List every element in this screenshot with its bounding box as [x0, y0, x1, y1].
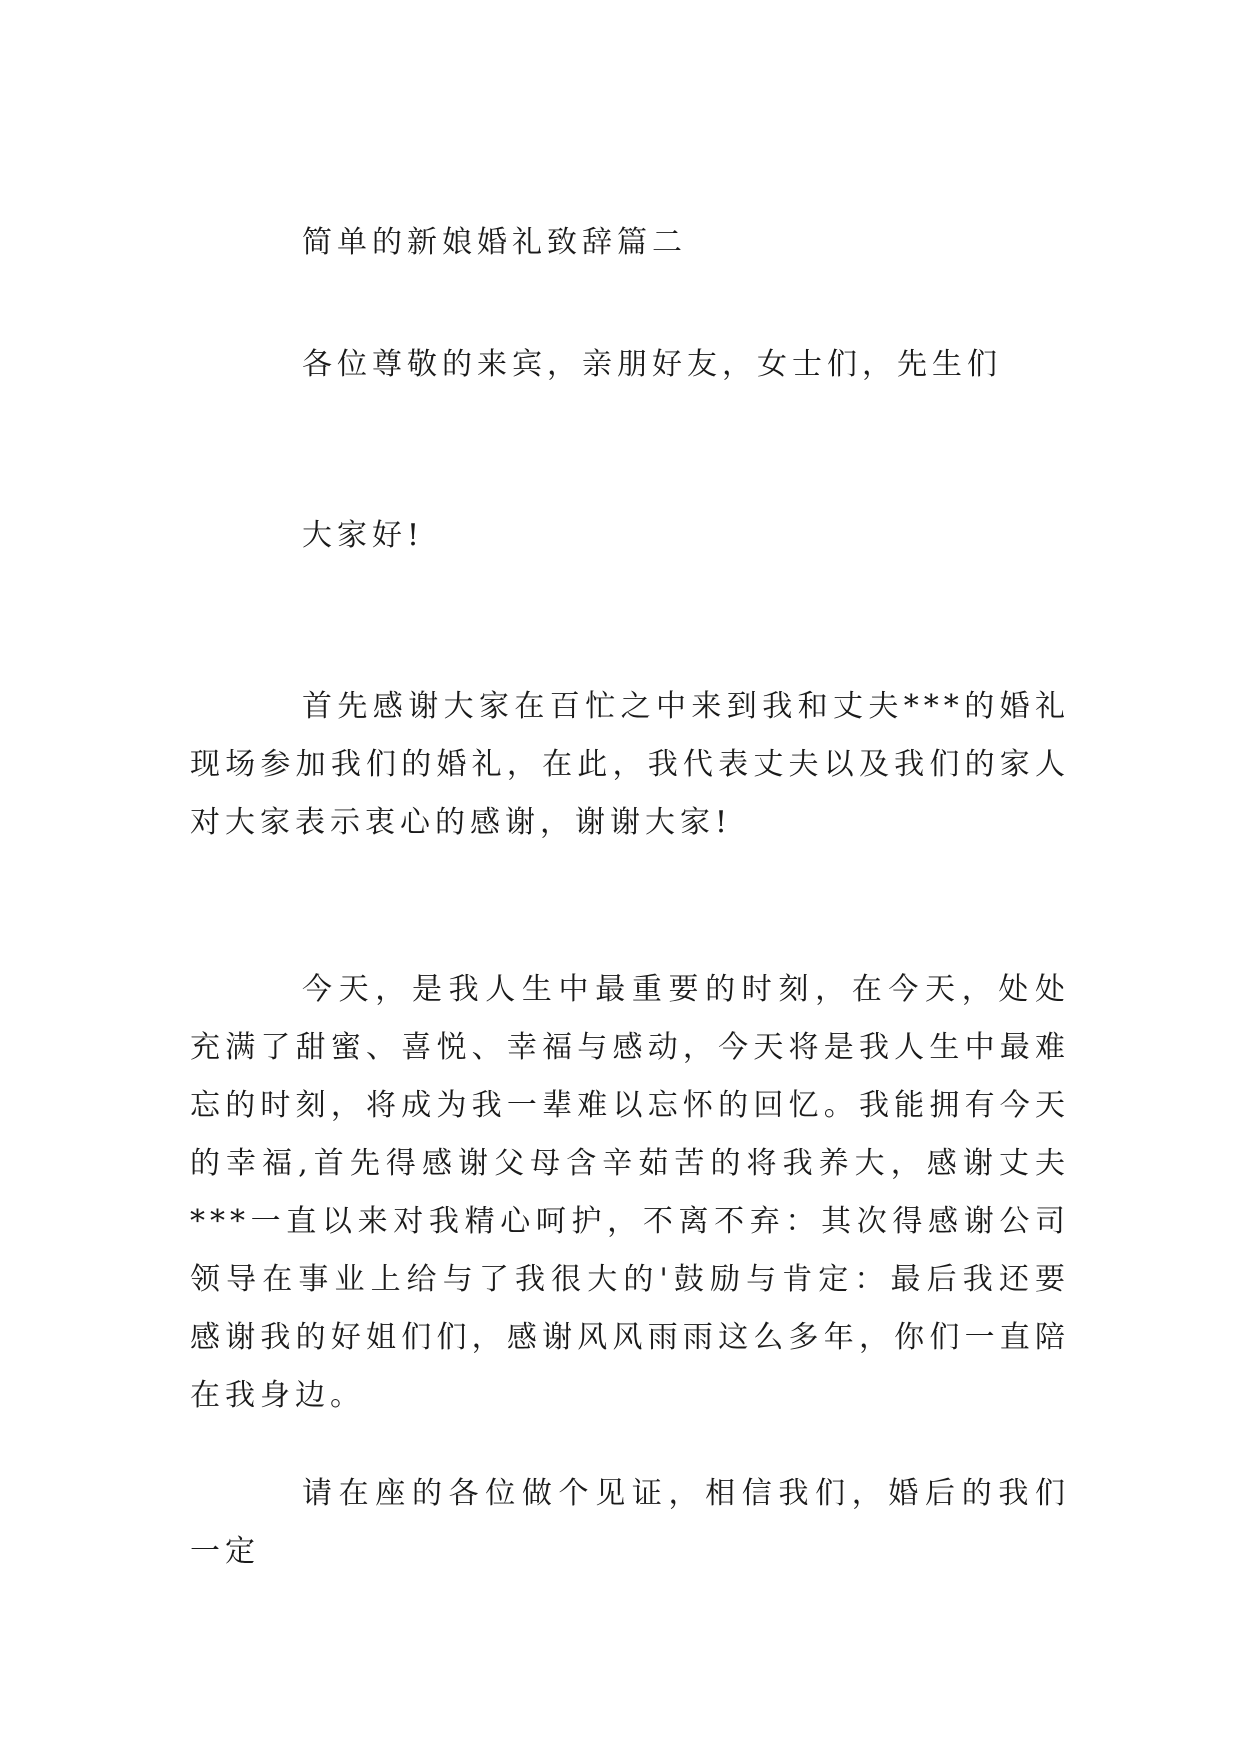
salutation: 各位尊敬的来宾，亲朋好友，女士们，先生们 [302, 347, 1002, 382]
paragraph-witness: 请在座的各位做个见证，相信我们，婚后的我们一定 [190, 1476, 1070, 1569]
greeting-line: 大家好! [302, 518, 425, 553]
paragraph-thanks: 首先感谢大家在百忙之中来到我和丈夫***的婚礼现场参加我们的婚礼，在此，我代表丈夫以及我们的家人对大家表示衷心的感谢，谢谢大家! [190, 689, 1070, 840]
paragraph-today: 今天，是我人生中最重要的时刻，在今天，处处充满了甜蜜、喜悦、幸福与感动，今天将是我人生中最难忘的时刻，将成为我一辈难以忘怀的回忆。我能拥有今天的幸福,首先得感谢父母含辛茹苦的将我养大，感谢丈夫***一直以来对我精心呵护，不离不弃：其次得感谢公司领导在事业上给与了我很大的'鼓励与肯定：最后我还要感谢我的好姐们们，感谢风风雨雨这么多年，你们一直陪在我身边。 [190, 972, 1070, 1413]
document-title: 简单的新娘婚礼致辞篇二 [302, 225, 687, 260]
